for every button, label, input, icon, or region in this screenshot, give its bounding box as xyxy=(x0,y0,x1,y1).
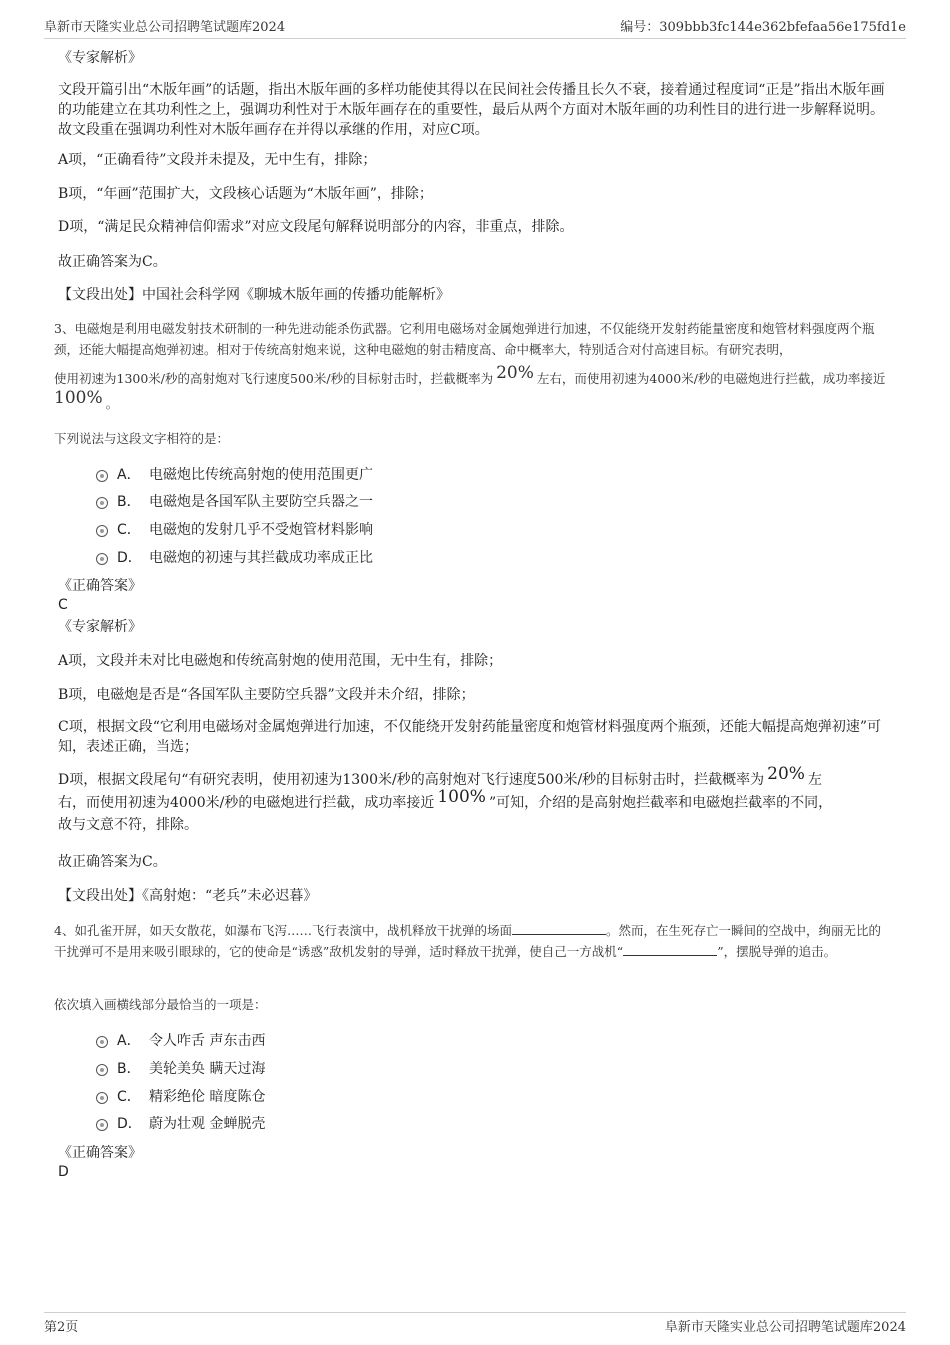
q4-option-d[interactable]: D． 蔚为壮观 金蝉脱壳 xyxy=(96,1113,265,1133)
header-title: 阜新市天隆实业总公司招聘笔试题库2024 xyxy=(44,20,286,35)
answer-heading: 《正确答案》 xyxy=(58,1145,142,1161)
question-3-stem: 3、电磁炮是利用电磁发射技术研制的一种先进动能杀伤武器。它利用电磁场对金属炮弹进行加速，不仅能绕开发射药能量密度和炮管材料强度两个瓶颈，还能大幅提高炮弹初速。相对于传统高射炮来说，这种电磁炮的射击精度高、命中概率大，特别适合对付高速目标。有研究表明， 使用初速为1300米/秒的高射炮对飞行速度500米/秒的目标射击时，拦截概率为 20% 左右，而使用初速为4000米/秒的电磁炮进行拦截，成功率接近 100% 。 xyxy=(54,318,892,414)
expert-heading: 《专家解析》 xyxy=(58,50,142,66)
expert-heading: 《专家解析》 xyxy=(58,619,142,635)
radio-icon[interactable] xyxy=(96,1092,108,1104)
percent-100: 100% xyxy=(437,787,486,807)
analysis-option-c: C项，根据文段“它利用电磁场对金属炮弹进行加速，不仅能绕开发射药能量密度和炮管材料强度两个瓶颈，还能大幅提高炮弹初速”可知，表述正确，当选； xyxy=(58,719,882,755)
q4-option-c[interactable]: C． 精彩绝伦 暗度陈仓 xyxy=(96,1086,265,1106)
fill-blank-1[interactable] xyxy=(512,922,606,935)
fill-blank-2[interactable] xyxy=(623,943,717,956)
analysis-option-d: D项，根据文段尾句“有研究表明，使用初速为1300米/秒的高射炮对飞行速度500米/秒的目标射击时，拦截概率为 20% 左 右，而使用初速为4000米/秒的电磁炮进行拦截，成功率接近 100% ”可知，介绍的是高射炮拦截率和电磁炮拦截率的不同， 故与文意不符，排除。 xyxy=(58,764,833,833)
q3-option-b[interactable]: B． 电磁炮是各国军队主要防空兵器之一 xyxy=(96,491,373,511)
answer-conclusion: 故正确答案为C。 xyxy=(58,254,167,270)
q4-option-a[interactable]: A． 令人咋舌 声东击西 xyxy=(96,1030,265,1050)
radio-icon[interactable] xyxy=(96,1119,108,1131)
percent-20: 20% xyxy=(767,764,805,784)
answer-heading: 《正确答案》 xyxy=(58,578,142,594)
question-3-prompt: 下列说法与这段文字相符的是： xyxy=(54,431,230,446)
correct-answer: D xyxy=(58,1164,69,1180)
analysis-option-a: A项，文段并未对比电磁炮和传统高射炮的使用范围，无中生有，排除； xyxy=(58,653,503,669)
radio-icon[interactable] xyxy=(96,470,108,482)
footer-title: 阜新市天隆实业总公司招聘笔试题库2024 xyxy=(664,1320,906,1335)
question-4-stem: 4、如孔雀开屏，如天女散花，如瀑布飞泻……飞行表演中，战机释放干扰弹的场面 。然而，在生死存亡一瞬间的空战中，绚丽无比的干扰弹可不是用来吸引眼球的，它的使命是“诱惑”敌机发射的导弹，适时释放干扰弹，使自己一方战机“ ”，摆脱导弹的追击。 xyxy=(54,923,881,959)
analysis-option-b: B项，电磁炮是否是“各国军队主要防空兵器”文段并未介绍，排除； xyxy=(58,687,475,703)
q3-option-d[interactable]: D． 电磁炮的初速与其拦截成功率成正比 xyxy=(96,547,373,567)
q4-option-b[interactable]: B． 美轮美奂 瞒天过海 xyxy=(96,1058,265,1078)
page-header xyxy=(44,12,906,39)
page-footer xyxy=(44,1312,906,1337)
radio-icon[interactable] xyxy=(96,553,108,565)
analysis-option-b: B项，“年画”范围扩大，文段核心话题为“木版年画”，排除； xyxy=(58,186,433,202)
percent-20: 20% xyxy=(496,363,534,383)
analysis-paragraph: 文段开篇引出“木版年画”的话题，指出木版年画的多样功能使其得以在民间社会传播且长久不衰，接着通过程度词“正是”指出木版年画的功能建立在其功利性之上，强调功利性对于木版年画存在的重要性，最后从两个方面对木版年画的功利性目的进行进一步解释说明。故文段重在强调功利性对木版年画存在并得以承继的作用，对应C项。 xyxy=(58,82,885,138)
header-code: 编号：309bbb3fc144e362bfefaa56e175fd1e xyxy=(620,20,906,35)
radio-icon[interactable] xyxy=(96,1036,108,1048)
correct-answer: C xyxy=(58,597,68,613)
analysis-option-d: D项，“满足民众精神信仰需求”对应文段尾句解释说明部分的内容，非重点，排除。 xyxy=(58,219,574,235)
q3-option-c[interactable]: C． 电磁炮的发射几乎不受炮管材料影响 xyxy=(96,519,373,539)
percent-100: 100% xyxy=(54,388,103,408)
q3-option-a[interactable]: A． 电磁炮比传统高射炮的使用范围更广 xyxy=(96,464,373,484)
question-4-prompt: 依次填入画横线部分最恰当的一项是： xyxy=(54,997,267,1012)
source-citation: 【文段出处】《高射炮：“老兵”未必迟暮》 xyxy=(58,888,318,904)
answer-conclusion: 故正确答案为C。 xyxy=(58,854,167,870)
radio-icon[interactable] xyxy=(96,525,108,537)
page-number: 第2页 xyxy=(44,1320,79,1335)
radio-icon[interactable] xyxy=(96,497,108,509)
source-citation: 【文段出处】中国社会科学网《聊城木版年画的传播功能解析》 xyxy=(58,287,450,303)
radio-icon[interactable] xyxy=(96,1064,108,1076)
analysis-option-a: A项，“正确看待”文段并未提及，无中生有，排除； xyxy=(58,152,377,168)
